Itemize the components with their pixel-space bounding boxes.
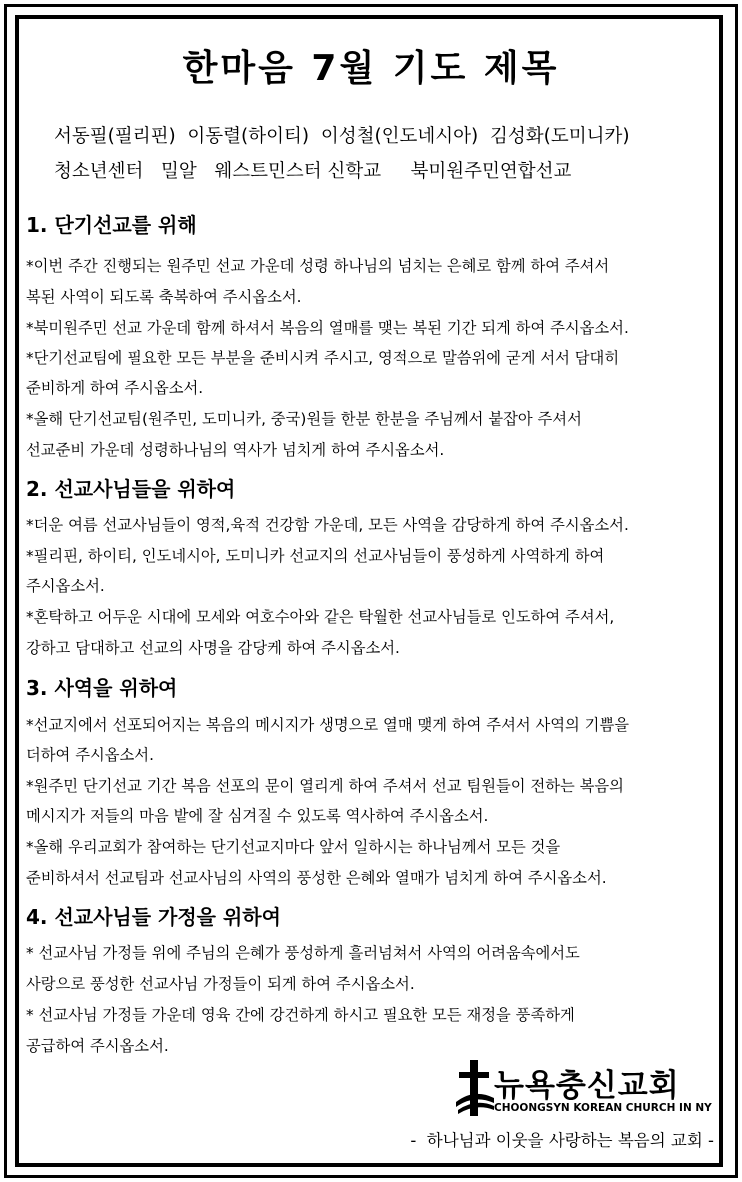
prayer-line: 강하고 담대하고 선교의 사명을 감당케 하여 주시옵소서. <box>26 639 400 657</box>
prayer-line: 준비하셔서 선교팀과 선교사님의 사역의 풍성한 은혜와 열매가 넘치게 하여 주시옵소서. <box>26 869 607 887</box>
prayer-line: 복된 사역이 되도록 축복하여 주시옵소서. <box>26 288 302 306</box>
prayer-line: *혼탁하고 어두운 시대에 모세와 여호수아와 같은 탁월한 선교사님들로 인도하여 주셔서, <box>26 608 615 626</box>
prayer-line: *단기선교팀에 필요한 모든 부분을 준비시켜 주시고, 영적으로 말씀위에 굳게 서서 담대히 <box>26 349 620 367</box>
church-logo <box>454 1058 712 1120</box>
prayer-line: *원주민 단기선교 기간 복음 선포의 문이 열리게 하여 주셔서 선교 팀원들이 전하는 복음의 <box>26 777 624 795</box>
prayer-line: 메시지가 저들의 마음 밭에 잘 심겨질 수 있도록 역사하여 주시옵소서. <box>26 807 489 825</box>
church-name: 뉴욕충신교회 <box>494 1068 680 1104</box>
section-heading: 3. 사역을 위하여 <box>26 676 178 700</box>
prayer-line: 공급하여 주시옵소서. <box>26 1037 169 1055</box>
section-heading: 1. 단기선교를 위해 <box>26 213 197 237</box>
prayer-line: *선교지에서 선포되어지는 복음의 메시지가 생명으로 열매 맺게 하여 주셔서 사역의 기쁨을 <box>26 716 630 734</box>
missionary-names-row-2: 청소년센터 밀알 웨스트민스터 신학교 북미원주민연합선교 <box>54 161 572 182</box>
page-title: 한마음 7월 기도 제목 <box>182 48 560 89</box>
prayer-line: *북미원주민 선교 가운데 함께 하셔서 복음의 열매를 맺는 복된 기간 되게 하여 주시옵소서. <box>26 319 629 337</box>
prayer-line: 준비하게 하여 주시옵소서. <box>26 379 204 397</box>
section-heading: 4. 선교사님들 가정을 위하여 <box>26 905 281 929</box>
prayer-line: *올해 우리교회가 참여하는 단기선교지마다 앞서 일하시는 하나님께서 모든 것을 <box>26 838 561 856</box>
section-heading: 2. 선교사님들을 위하여 <box>26 477 236 501</box>
prayer-line: *이번 주간 진행되는 원주민 선교 가운데 성령 하나님의 넘치는 은혜로 함께 하여 주셔서 <box>26 257 610 275</box>
cross-emblem-icon <box>454 1058 496 1120</box>
prayer-line: * 선교사님 가정들 위에 주님의 은혜가 풍성하게 흘러넘쳐서 사역의 어려움속에서도 <box>26 944 580 962</box>
church-name-english: CHOONGSYN KOREAN CHURCH IN NY <box>494 1102 712 1114</box>
prayer-line: 사랑으로 풍성한 선교사님 가정들이 되게 하여 주시옵소서. <box>26 975 415 993</box>
prayer-line: * 선교사님 가정들 가운데 영육 간에 강건하게 하시고 필요한 모든 재정을 풍족하게 <box>26 1006 575 1024</box>
inner-border <box>15 15 723 1167</box>
prayer-line: 주시옵소서. <box>26 577 105 595</box>
prayer-line: 더하여 주시옵소서. <box>26 746 154 764</box>
prayer-line: *필리핀, 하이티, 인도네시아, 도미니카 선교지의 선교사님들이 풍성하게 사역하게 하여 <box>26 547 605 565</box>
missionary-names-row-1: 서동필(필리핀) 이동렬(하이티) 이성철(인도네시아) 김성화(도미니카) <box>54 126 630 147</box>
prayer-line: *더운 여름 선교사님들이 영적,육적 건강함 가운데, 모든 사역을 감당하게 하여 주시옵소서. <box>26 516 629 534</box>
prayer-line: *올해 단기선교팀(원주민, 도미니카, 중국)원들 한분 한분을 주님께서 붙잡아 주셔서 <box>26 410 582 428</box>
prayer-line: 선교준비 가운데 성령하나님의 역사가 넘치게 하여 주시옵소서. <box>26 441 445 459</box>
church-motto: - 하나님과 이웃을 사랑하는 복음의 교회 - <box>410 1131 714 1150</box>
